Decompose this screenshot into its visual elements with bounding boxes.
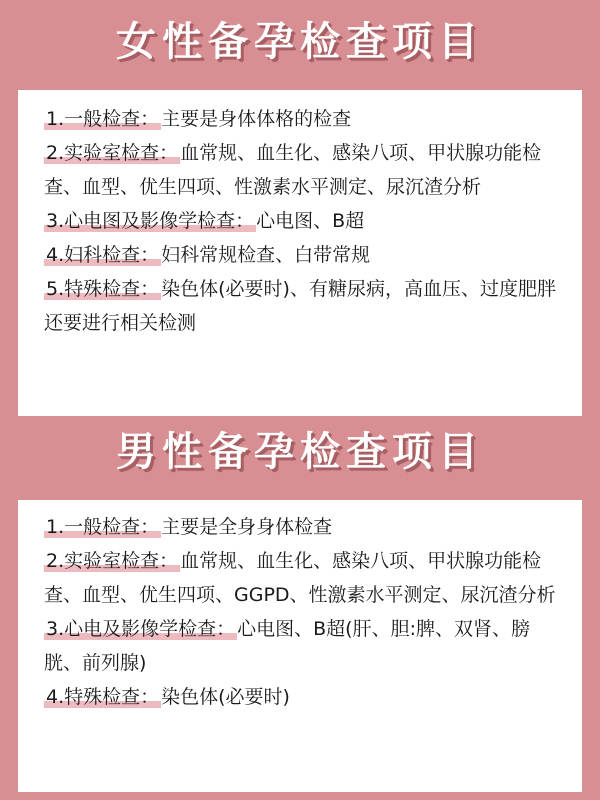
female-item-5-label: 5.特殊检查： — [46, 278, 160, 300]
male-item-1 — [44, 510, 556, 544]
female-item-1-content: 主要是身体体格的检查 — [161, 108, 352, 130]
female-item-3-content: 心电图、B超 — [256, 210, 365, 232]
male-item-2-content: 血常规、血生化、感染八项、甲状腺功能检查、血型、优生四项、GGPD、性激素水平测定、尿沉渣分析 — [44, 550, 556, 606]
male-section-title: 男性备孕检查项目 — [116, 429, 484, 475]
female-item-3-label: 3.心电图及影像学检查： — [46, 210, 255, 232]
female-item-4-label: 4.妇科检查： — [46, 244, 160, 266]
male-item-4 — [44, 680, 556, 714]
female-item-3 — [44, 204, 556, 238]
male-item-3-content: 心电图、B超(肝、胆:脾、双肾、膀胱、前列腺) — [44, 618, 530, 674]
female-checklist-card — [18, 90, 582, 416]
female-item-1-label: 1.一般检查： — [46, 108, 160, 130]
female-item-2 — [44, 136, 556, 204]
female-item-5 — [44, 272, 556, 340]
male-item-4-content: 染色体(必要时) — [161, 686, 290, 708]
male-item-4-label: 4.特殊检查： — [46, 686, 160, 708]
female-item-2-content: 血常规、血生化、感染八项、甲状腺功能检查、血型、优生四项、性激素水平测定、尿沉渣分析 — [44, 142, 542, 198]
male-item-2-label: 2.实验室检查： — [46, 550, 179, 572]
male-item-2 — [44, 544, 556, 612]
male-item-1-content: 主要是全身身体检查 — [161, 516, 333, 538]
female-item-1 — [44, 102, 556, 136]
male-item-3 — [44, 612, 556, 680]
female-section-title: 女性备孕检查项目 — [116, 19, 484, 65]
male-item-1-label: 1.一般检查： — [46, 516, 160, 538]
female-item-4 — [44, 238, 556, 272]
male-checklist-card — [18, 500, 582, 792]
female-item-2-label: 2.实验室检查： — [46, 142, 179, 164]
female-item-4-content: 妇科常规检查、白带常规 — [161, 244, 371, 266]
male-item-3-label: 3.心电及影像学检查： — [46, 618, 236, 640]
female-item-5-content: 染色体(必要时)、有糖尿病，高血压、过度肥胖还要进行相关检测 — [44, 278, 556, 334]
